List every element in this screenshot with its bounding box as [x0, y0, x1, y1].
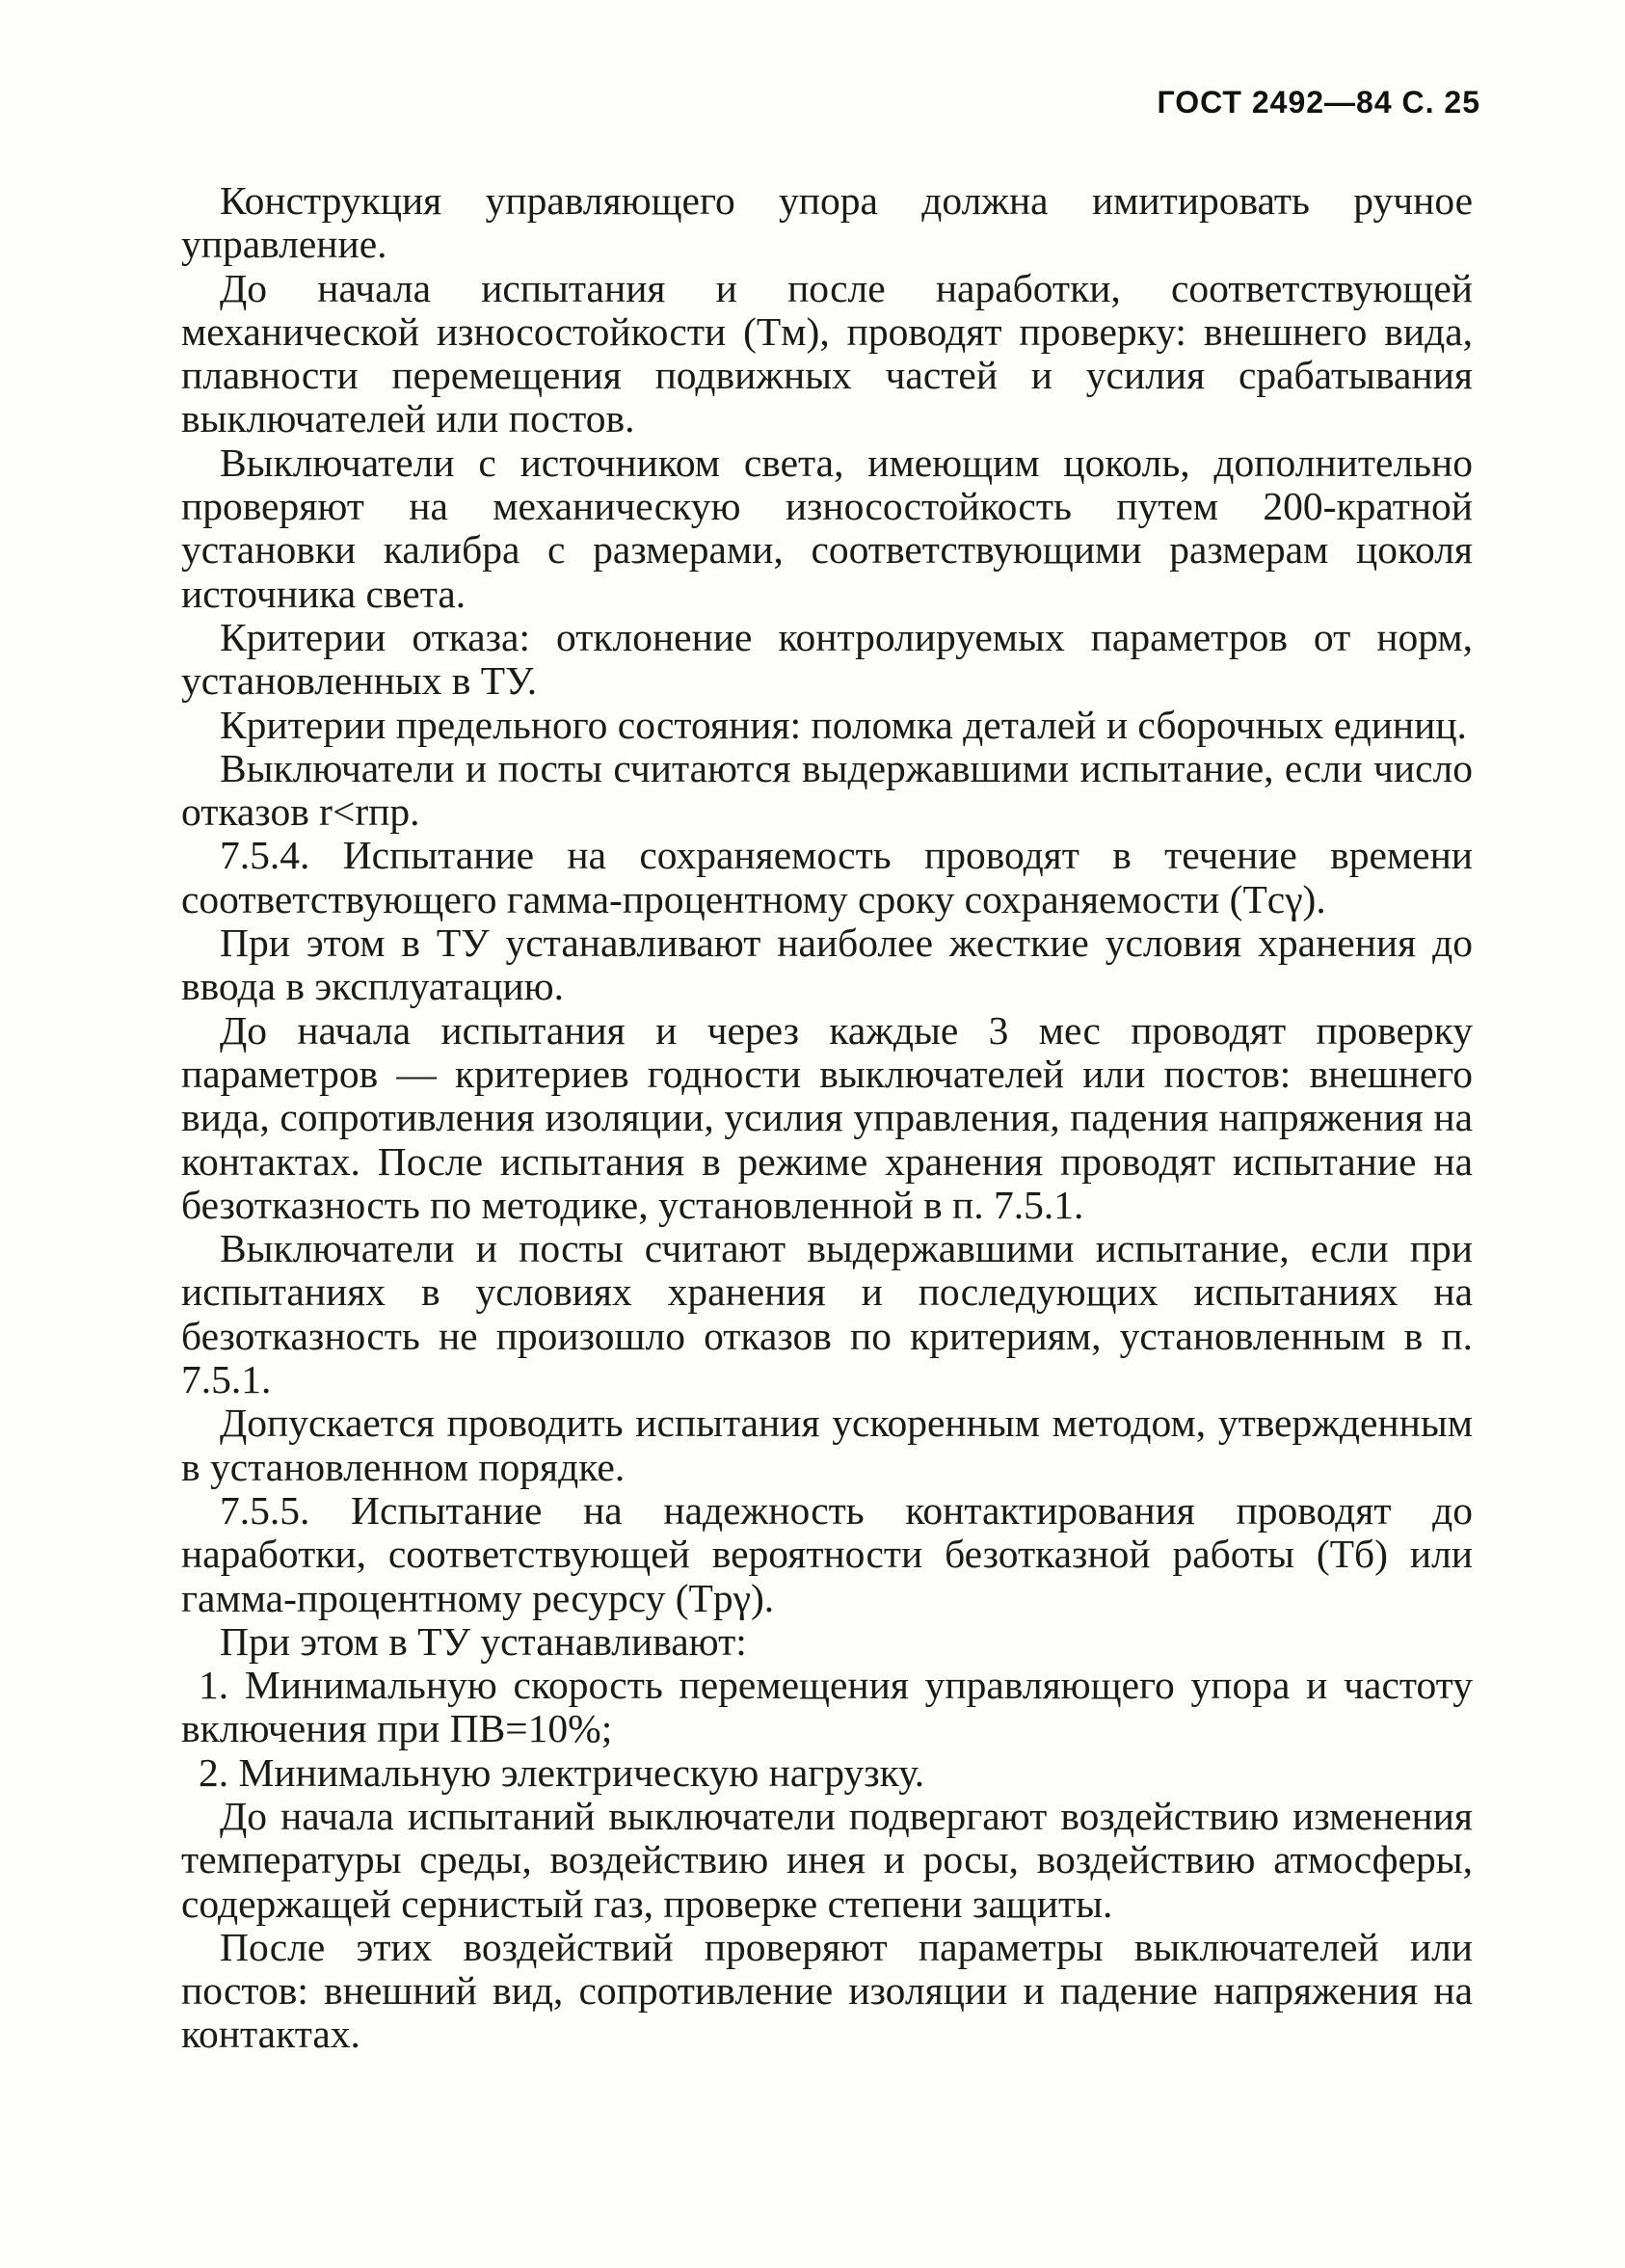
paragraph-2: До начала испытания и после наработки, соответствующей механической износостойкости (Tм), проводят проверку: внешнего вида, плавности перемещения подвижных частей и усилия срабатывания выключателей или постов.: [181, 265, 1473, 441]
paragraph-1: Конструкция управляющего упора должна имитировать ручное управление.: [181, 178, 1473, 267]
paragraph-8: При этом в ТУ устанавливают наиболее жесткие условия хранения до ввода в эксплуатацию.: [181, 921, 1473, 1009]
page-header: ГОСТ 2492—84 С. 25: [1157, 85, 1480, 120]
list-item-2: 2. Минимальную электрическую нагрузку.: [199, 1749, 925, 1795]
paragraph-17: После этих воздействий проверяют параметры выключателей или постов: внешний вид, сопротивление изоляции и падение напряжения на контактах.: [181, 1924, 1473, 2057]
paragraph-3: Выключатели с источником света, имеющим цоколь, дополнительно проверяют на механическую износостойкость путем 200-кратной установки калибра с размерами, соответствующими размерам цоколя источника света.: [181, 440, 1473, 616]
paragraph-5: Критерии предельного состояния: поломка деталей и сборочных единиц.: [220, 702, 1467, 747]
document-body: [181, 178, 1473, 2057]
paragraph-16: До начала испытаний выключатели подвергают воздействию изменения температуры среды, воздействию инея и росы, воздействию атмосферы, содержащей сернистый газ, проверке степени защиты.: [181, 1793, 1473, 1926]
paragraph-10: Выключатели и посты считают выдержавшими испытание, если при испытаниях в условиях хранения и последующих испытаниях на безотказность не произошло отказов по критериям, установленным в п. 7.5.1.: [181, 1226, 1473, 1402]
paragraph-7: 7.5.4. Испытание на сохраняемость проводят в течение времени соответствующего гамма-процентному сроку сохраняемости (Tсγ).: [181, 833, 1473, 921]
paragraph-9: До начала испытания и через каждые 3 мес проводят проверку параметров — критериев годности выключателей или постов: внешнего вида, сопротивления изоляции, усилия управления, падения напряжения на контактах. После испытания в режиме хранения проводят испытание на безотказность по методике, установленной в п. 7.5.1.: [181, 1007, 1473, 1227]
paragraph-12: 7.5.5. Испытание на надежность контактирования проводят до наработки, соответствующей вероятности безотказной работы (Tб) или гамма-процентному ресурсу (Tрγ).: [181, 1487, 1473, 1620]
list-item-1: 1. Минимальную скорость перемещения управляющего упора и частоту включения при ПВ=10%;: [181, 1663, 1473, 1751]
paragraph-4: Критерии отказа: отклонение контролируемых параметров от норм, установленных в ТУ.: [181, 614, 1473, 704]
paragraph-11: Допускается проводить испытания ускоренным методом, утвержденным в установленном порядке.: [181, 1401, 1473, 1489]
paragraph-13: При этом в ТУ устанавливают:: [220, 1618, 747, 1664]
paragraph-6: Выключатели и посты считаются выдержавшими испытание, если число отказов r<rпр.: [181, 745, 1473, 835]
